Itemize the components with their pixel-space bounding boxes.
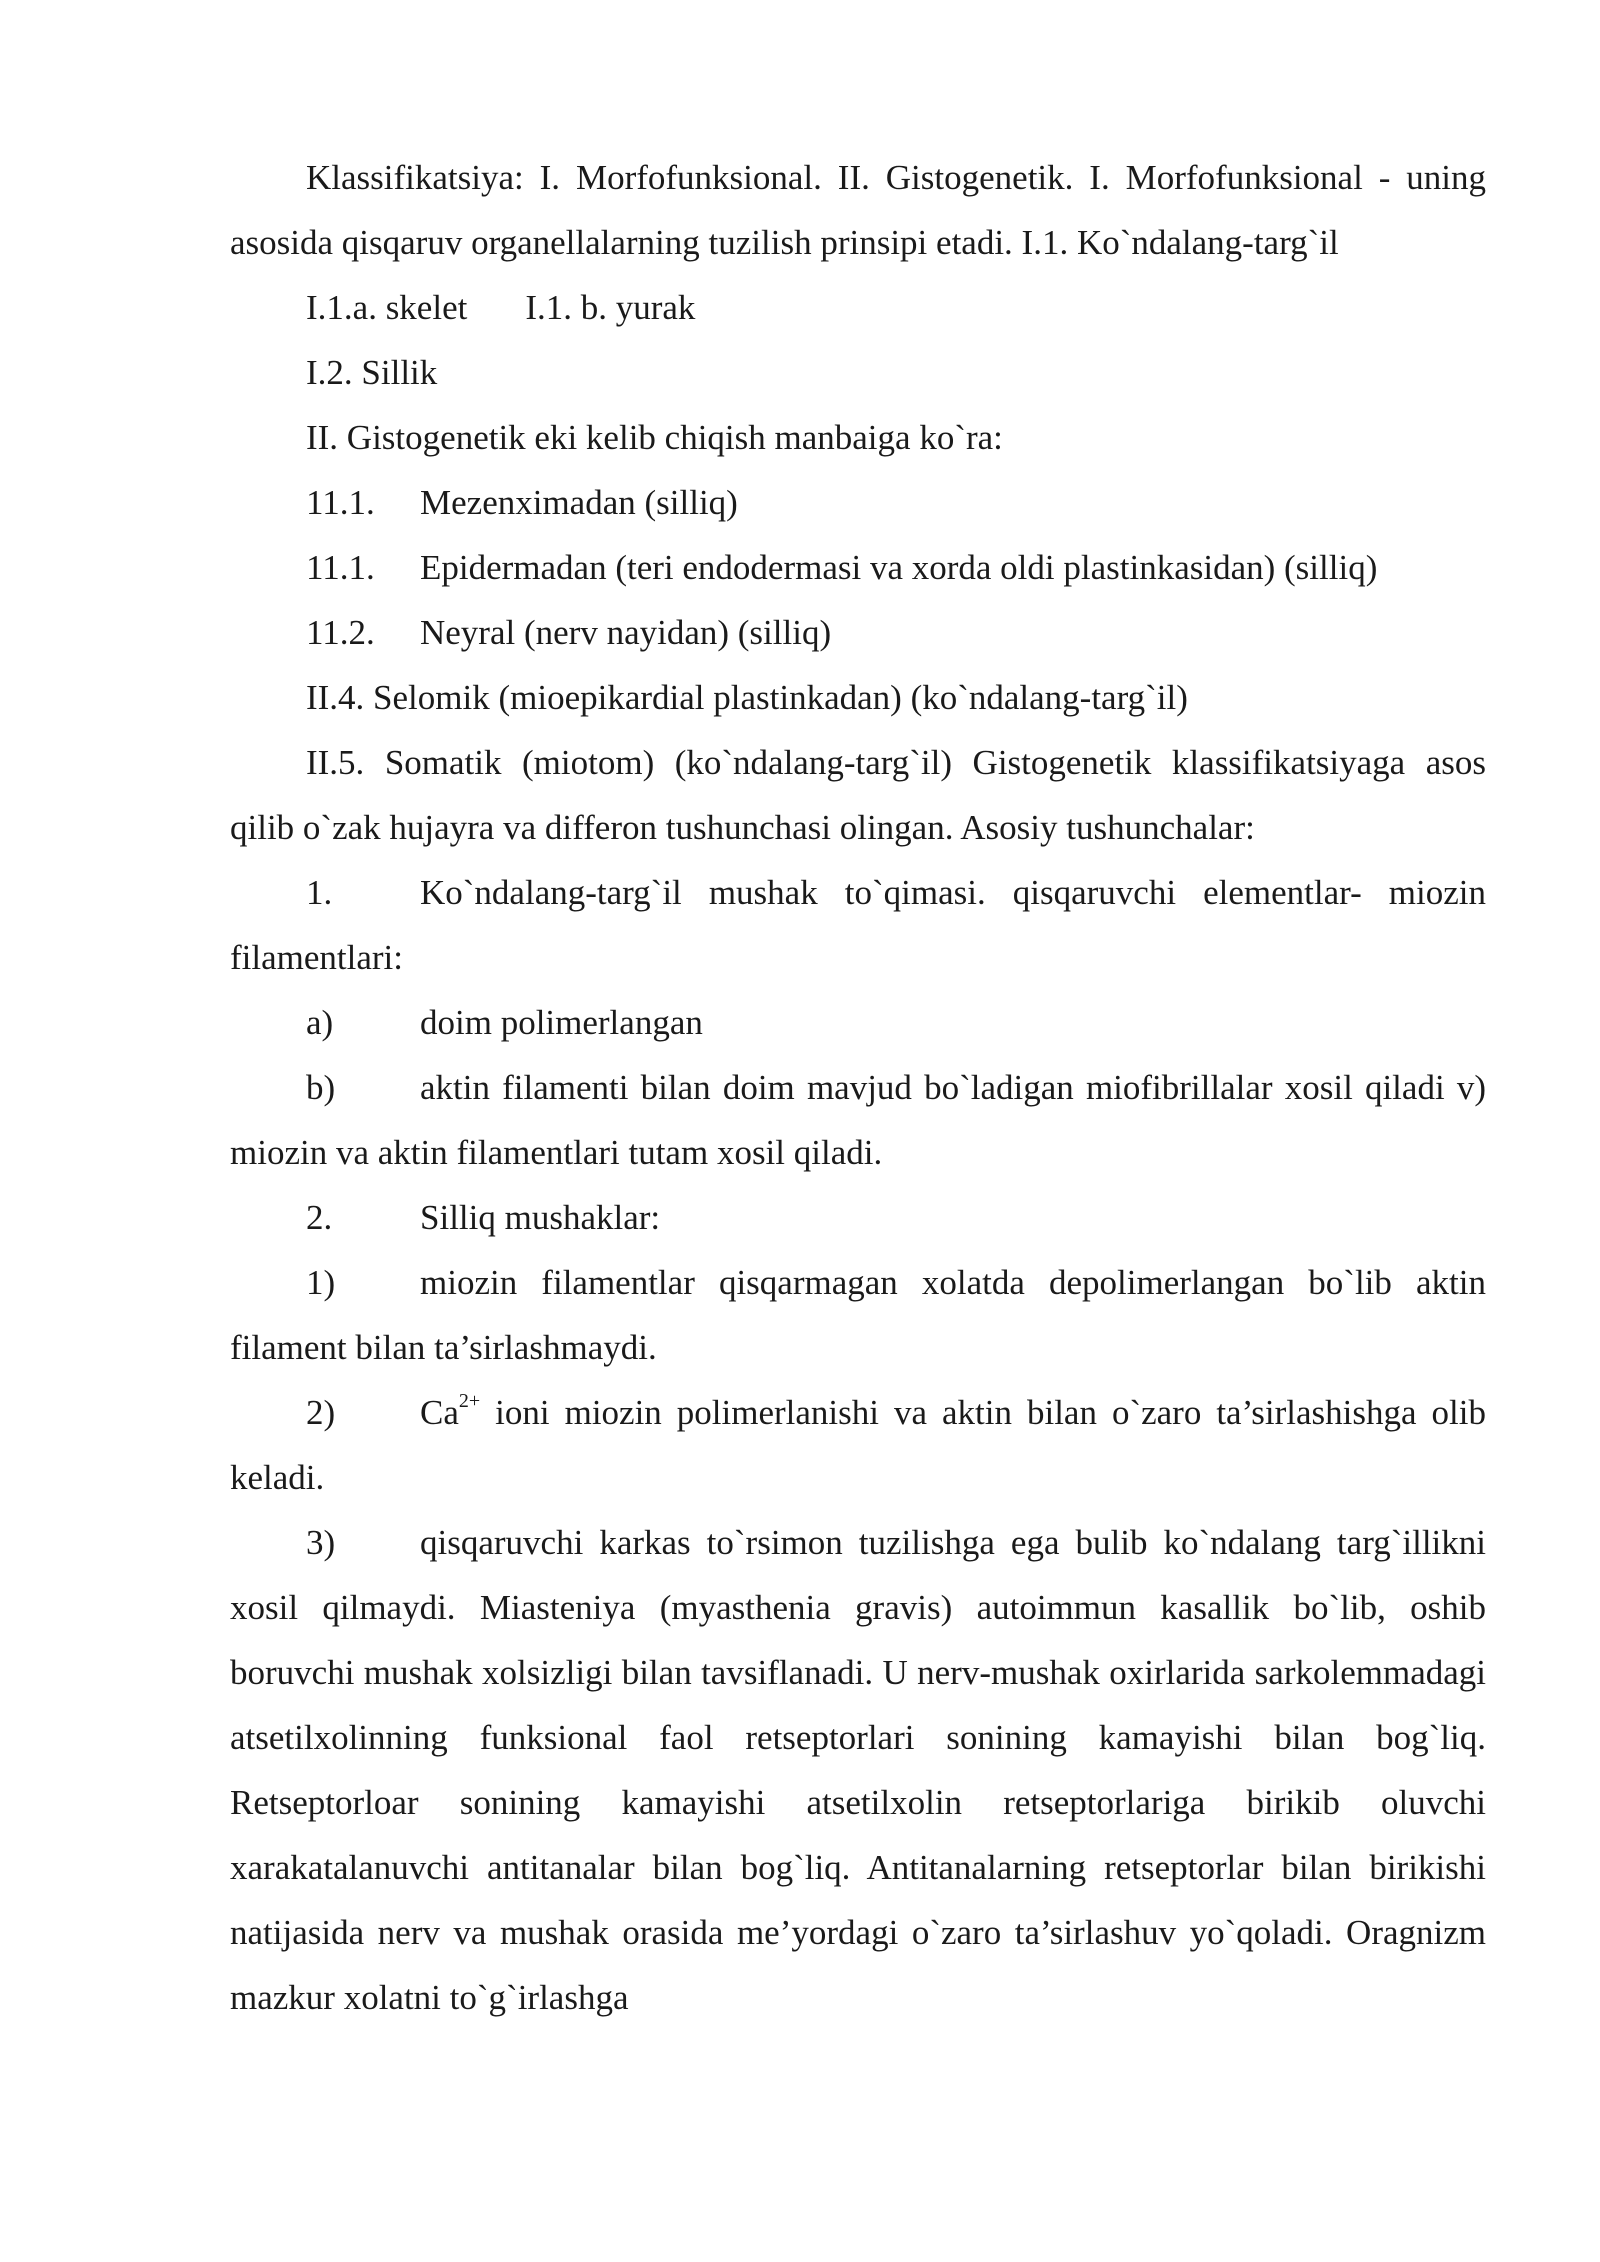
line-selomik: II.4. Selomik (mioepikardial plastinkadan) (ko`ndalang-targ`il) [306, 678, 1188, 717]
list-item-text: Ko`ndalang-targ`il mushak to`qimasi. qisqaruvchi elementlar- miozin filamentlari: [230, 873, 1486, 977]
list-item-number: 2) [306, 1393, 336, 1432]
list-item-number: 1) [306, 1263, 336, 1302]
paragraph-classification: Klassifikatsiya: I. Morfofunksional. II. Gistogenetik. I. Morfofunksional - uning asosida qisqaruv organellalarning tuzilish prinsipi etadi. I.1. Ko`ndalang-targ`il [230, 158, 1486, 262]
list-item-2p [230, 1380, 1486, 1510]
line-gistogenetik-heading: II. Gistogenetik eki kelib chiqish manbaiga ko`ra: [306, 418, 1003, 457]
list-item-text: Silliq mushaklar: [420, 1198, 661, 1237]
item-skelet: I.1.a. skelet [306, 288, 468, 327]
list-item-number: 3) [306, 1523, 336, 1562]
list-item-number: 11.1. [306, 483, 375, 522]
item-yurak: I.1. b. yurak [525, 288, 696, 327]
list-item-text: qisqaruvchi karkas to`rsimon tuzilishga ega bulib ko`ndalang targ`illikni xosil qilmaydi. Miasteniya (myasthenia gravis) autoimmun kasallik bo`lib, oshib boruvchi mushak xolsizligi bilan tavsiflanadi. U nerv-mushak oxirlarida sarkolemmadagi atsetilxolinning funksional faol retseptorlari sonining kamayishi bilan bog`liq. Retseptorloar sonining kamayishi atsetilxolin retseptorlariga birikib oluvchi xarakatalanuvchi antitanalar bilan bog`liq. Antitanalarning retseptorlar bilan birikishi natijasida nerv va mushak orasida me’yordagi o`zaro ta’sirlashuv yo`qoladi. Oragnizm mazkur xolatni to`g`irlashga [230, 1523, 1486, 2017]
list-item-number: 11.2. [306, 613, 375, 652]
list-item-number: 11.1. [306, 548, 375, 587]
list-item-text: ioni miozin polimerlanishi va aktin bilan o`zaro ta’sirlashishga olib keladi. [230, 1393, 1486, 1497]
list-item-3p [230, 1510, 1486, 2030]
list-item-text: Neyral (nerv nayidan) (silliq) [420, 613, 832, 652]
list-item-1p [230, 1250, 1486, 1380]
paragraph-somatik: II.5. Somatik (miotom) (ko`ndalang-targ`il) Gistogenetik klassifikatsiyaga asos qilib o`zak hujayra va differon tushunchasi olingan. Asosiy tushunchalar: [230, 743, 1486, 847]
list-item-1 [230, 860, 1486, 990]
page-body [230, 145, 1486, 2030]
list-item [230, 535, 1486, 600]
list-item-2 [230, 1185, 1486, 1250]
ion-charge: 2+ [458, 1390, 481, 1413]
list-item-number: b) [306, 1068, 336, 1107]
list-item-number: 2. [306, 1198, 333, 1237]
list-item-b [230, 1055, 1486, 1185]
line-sillik: I.2. Sillik [306, 353, 438, 392]
list-item-a [230, 990, 1486, 1055]
list-item-text: Mezenximadan (silliq) [420, 483, 738, 522]
list-item-text: aktin filamenti bilan doim mavjud bo`ladigan miofibrillalar xosil qiladi v) miozin va aktin filamentlari tutam xosil qiladi. [230, 1068, 1486, 1172]
list-item [230, 600, 1486, 665]
calcium-ion: Ca [420, 1393, 459, 1432]
list-item-number: a) [306, 1003, 334, 1042]
list-item [230, 470, 1486, 535]
line-skelet-yurak [230, 275, 1486, 340]
list-item-number: 1. [306, 873, 333, 912]
list-item-text: miozin filamentlar qisqarmagan xolatda depolimerlangan bo`lib aktin filament bilan ta’sirlashmaydi. [230, 1263, 1486, 1367]
list-item-text: Epidermadan (teri endodermasi va xorda oldi plastinkasidan) (silliq) [420, 548, 1378, 587]
list-item-text: doim polimerlangan [420, 1003, 703, 1042]
